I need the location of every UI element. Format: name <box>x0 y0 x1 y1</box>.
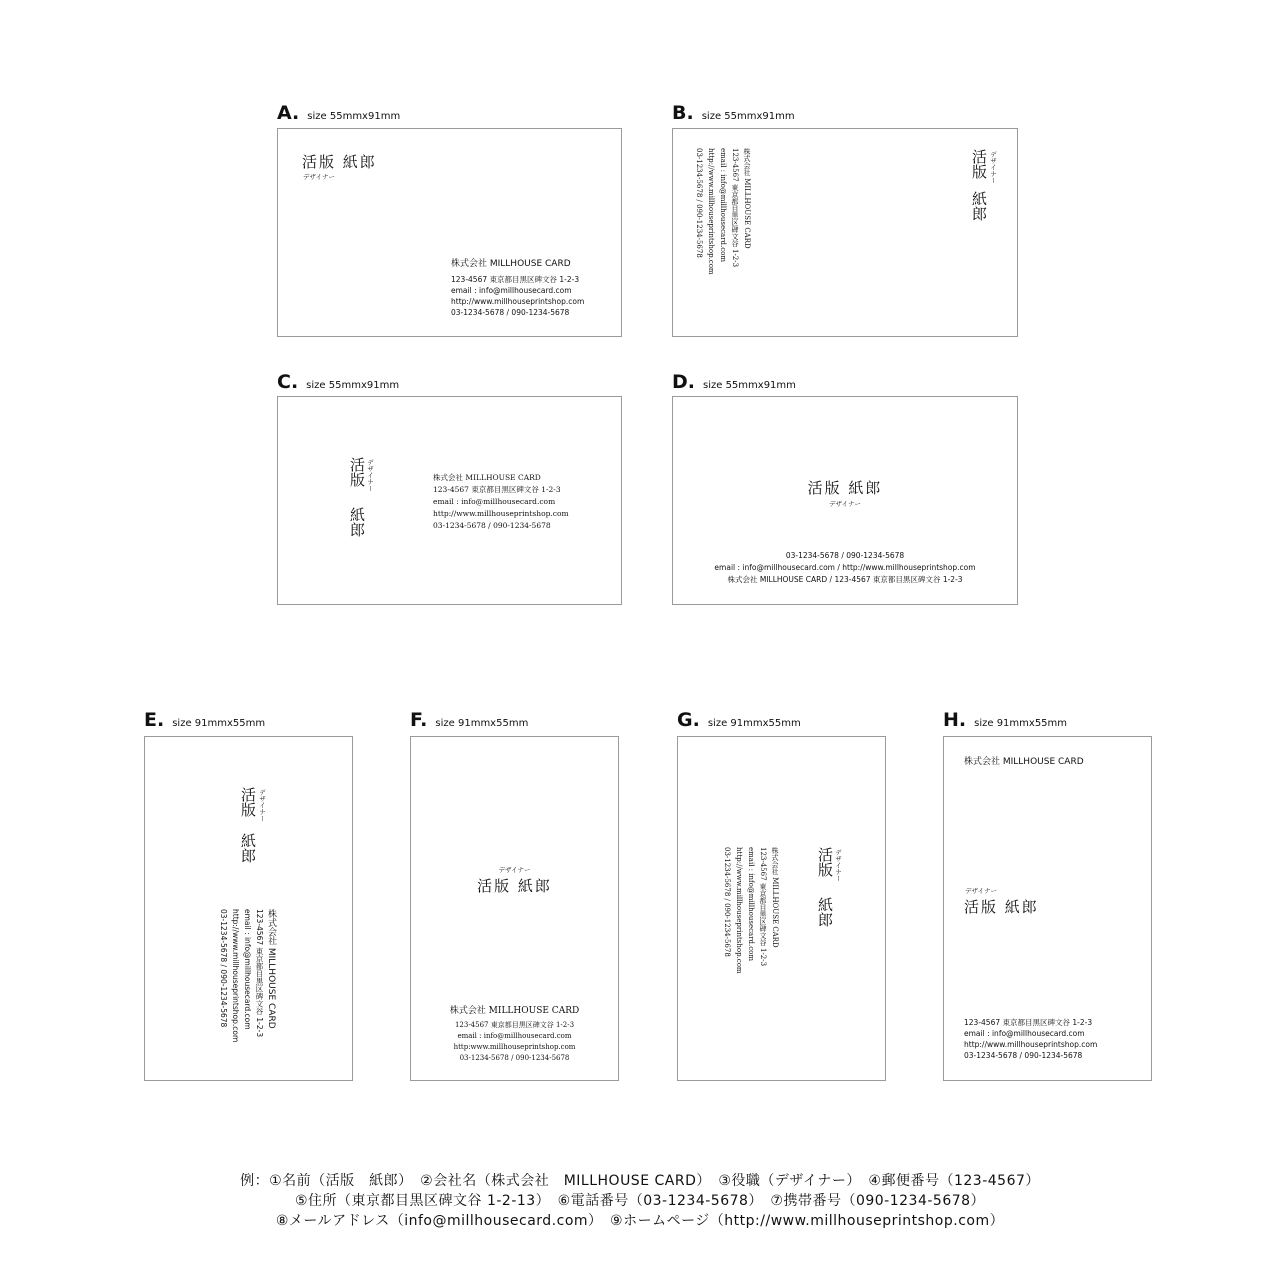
card-contact-block <box>721 847 781 974</box>
card-email: email : info@millhousecard.com <box>964 1029 1085 1038</box>
caption-line-3: ⑧メールアドレス（info@millhousecard.com） ⑨ホームページ（http://www.millhouseprintshop.com） <box>275 1213 1005 1229</box>
card-company: 株式会社 MILLHOUSE CARD <box>266 909 276 1029</box>
card-c <box>277 396 622 605</box>
caption-line-2: ⑤住所（東京都目黒区碑文谷 1-2-13） ⑥電話番号（03-1234-5678） ⑦携帯番号（090-1234-5678） <box>294 1193 986 1209</box>
card-address: 123-4567 東京都目黒区碑文谷 1-2-3 <box>759 847 767 967</box>
card-size: size 55mmx91mm <box>306 380 400 391</box>
card-a <box>277 128 622 337</box>
card-name-family: 活版 <box>816 847 834 877</box>
card-phone: 03-1234-5678 / 090-1234-5678 <box>219 909 228 1028</box>
card-g <box>677 736 886 1081</box>
caption-line-1: 例：①名前（活版 紙郎） ②会社名（株式会社 MILLHOUSE CARD） ③役職（デザイナー） ④郵便番号（123-4567） <box>240 1173 1040 1189</box>
card-size: size 55mmx91mm <box>703 380 796 391</box>
card-letter: B. <box>672 102 694 124</box>
card-name-given: 紙郎 <box>816 897 834 927</box>
label-card-h <box>943 709 1067 731</box>
card-url: http://www.millhouseprintshop.com <box>451 297 585 306</box>
card-size: size 91mmx55mm <box>707 718 801 729</box>
card-phone: 03-1234-5678 / 090-1234-5678 <box>723 847 731 957</box>
card-address: 123-4567 東京都目黒区碑文谷 1-2-3 <box>433 485 561 494</box>
card-url: http://www.millhouseprintshop.com <box>707 148 715 275</box>
card-contact-block <box>451 259 584 318</box>
card-address: 123-4567 東京都目黒区碑文谷 1-2-3 <box>454 1021 575 1029</box>
card-company: 株式会社 MILLHOUSE CARD <box>964 757 1084 767</box>
card-size: size 91mmx55mm <box>435 718 529 729</box>
label-card-a <box>277 102 400 124</box>
card-email: email : info@millhousecard.com <box>719 148 727 263</box>
label-card-c <box>277 371 399 393</box>
card-email: email : info@millhousecard.com <box>243 909 252 1030</box>
card-address: 123-4567 東京都目黒区碑文谷 1-2-3 <box>255 909 264 1038</box>
card-contact-block <box>411 1020 618 1064</box>
card-url: http://www.millhouseprintshop.com <box>964 1040 1098 1049</box>
card-role: デザイナー <box>498 866 531 874</box>
card-name-given: 紙郎 <box>239 833 257 863</box>
card-phone: 03-1234-5678 / 090-1234-5678 <box>785 551 905 560</box>
card-contact-block <box>673 550 1017 586</box>
card-role: デザイナー <box>965 887 998 895</box>
card-company: 株式会社 MILLHOUSE CARD <box>743 148 751 249</box>
card-size: size 55mmx91mm <box>701 111 795 122</box>
card-phone: 03-1234-5678 / 090-1234-5678 <box>459 1054 570 1062</box>
card-name-family: 活版 <box>970 149 988 179</box>
card-url: http://www.millhouseprintshop.com <box>433 509 569 518</box>
card-size: size 91mmx55mm <box>974 718 1068 729</box>
label-card-f <box>410 709 528 731</box>
card-contact-block <box>693 148 753 275</box>
card-letter: D. <box>672 371 695 393</box>
card-role: デザイナー <box>828 500 862 508</box>
card-email: email : info@millhousecard.com <box>457 1032 572 1040</box>
card-letter: C. <box>277 371 299 393</box>
card-role: デザイナー <box>366 459 374 492</box>
card-f <box>410 736 619 1081</box>
card-url: http://www.millhouseprintshop.com <box>735 847 743 974</box>
card-address: 123-4567 東京都目黒区碑文谷 1-2-3 <box>451 275 580 284</box>
card-d <box>672 396 1018 605</box>
card-name: 活版 紙郎 <box>477 877 552 895</box>
card-name: 活版 紙郎 <box>807 479 883 497</box>
card-e <box>144 736 353 1081</box>
card-name-family: 活版 <box>239 787 257 817</box>
card-name: 活版 紙郎 <box>302 153 377 171</box>
card-letter: H. <box>943 709 967 731</box>
card-role: デザイナー <box>258 789 266 822</box>
card-letter: A. <box>277 102 300 124</box>
card-name-family: 活版 <box>348 457 366 487</box>
card-letter: G. <box>677 709 700 731</box>
card-role: デザイナー <box>303 173 336 181</box>
card-size: size 91mmx55mm <box>172 718 266 729</box>
label-card-d <box>672 371 796 393</box>
card-name-given: 紙郎 <box>970 191 988 221</box>
card-contact-block <box>964 1017 1097 1061</box>
card-size: size 55mmx91mm <box>307 111 401 122</box>
card-email: email : info@millhousecard.com <box>451 286 572 295</box>
label-card-b <box>672 102 795 124</box>
card-contact-block <box>433 472 569 532</box>
card-name-given: 紙郎 <box>348 507 366 537</box>
card-email: email : info@millhousecard.com <box>747 847 755 962</box>
card-phone: 03-1234-5678 / 090-1234-5678 <box>451 308 570 317</box>
card-phone: 03-1234-5678 / 090-1234-5678 <box>433 521 551 530</box>
card-role: デザイナー <box>834 849 842 882</box>
card-url: http://www.millhouseprintshop.com <box>231 909 240 1043</box>
card-letter: E. <box>144 709 165 731</box>
card-company: 株式会社 MILLHOUSE CARD <box>451 259 571 269</box>
card-address: 123-4567 東京都目黒区碑文谷 1-2-3 <box>964 1018 1093 1027</box>
label-card-e <box>144 709 265 731</box>
card-phone: 03-1234-5678 / 090-1234-5678 <box>695 148 703 258</box>
card-role: デザイナー <box>989 151 997 184</box>
card-company: 株式会社 MILLHOUSE CARD <box>449 1006 580 1016</box>
card-email: email : info@millhousecard.com <box>433 497 556 506</box>
card-email-url: email : info@millhousecard.com / http://www.millhouseprintshop.com <box>714 563 976 572</box>
card-name: 活版 紙郎 <box>964 898 1039 916</box>
card-b <box>672 128 1018 337</box>
card-company: 株式会社 MILLHOUSE CARD <box>433 473 541 482</box>
card-company: 株式会社 MILLHOUSE CARD <box>771 847 779 948</box>
label-card-g <box>677 709 801 731</box>
card-phone: 03-1234-5678 / 090-1234-5678 <box>964 1051 1083 1060</box>
card-company-address: 株式会社 MILLHOUSE CARD / 123-4567 東京都目黒区碑文谷 1-2-3 <box>727 575 963 584</box>
card-h <box>943 736 1152 1081</box>
card-url: http:www.millhouseprintshop.com <box>453 1043 576 1051</box>
card-letter: F. <box>410 709 428 731</box>
card-address: 123-4567 東京都目黒区碑文谷 1-2-3 <box>731 148 739 268</box>
card-contact-block <box>217 909 277 1042</box>
